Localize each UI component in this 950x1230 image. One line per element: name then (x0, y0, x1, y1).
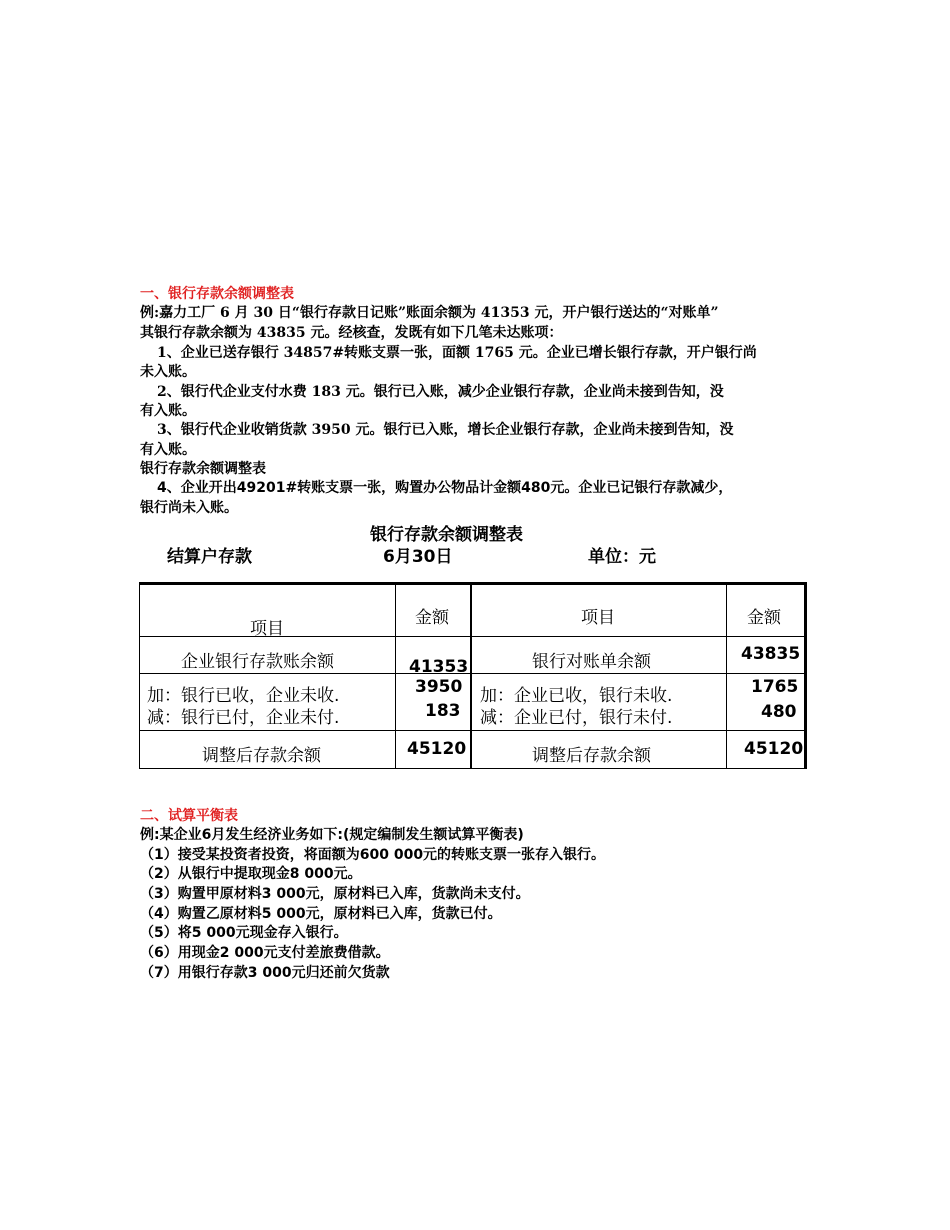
section-2-title: 二、试算平衡表 (140, 808, 238, 824)
right-sub-value: 480 (761, 702, 797, 722)
left-adjusted-value: 45120 (407, 739, 467, 759)
table-account: 结算户存款 (167, 547, 252, 567)
table-divider (140, 636, 804, 637)
section-2-line: （4）购置乙原材料5 000元，原材料已入库，货款已付。 (140, 906, 502, 922)
header-item-left: 项目 (250, 619, 284, 639)
section-2-line: （7）用银行存款3 000元归还前欠货款 (140, 965, 390, 981)
right-add-value: 1765 (751, 677, 799, 697)
right-sub-label: 减：企业已付，银行未付. (480, 708, 673, 728)
left-sub-label: 减：银行已付，企业未付. (147, 708, 340, 728)
section-1-line: 有入账。 (140, 442, 196, 458)
section-2-line: （5）将5 000元现金存入银行。 (140, 925, 348, 941)
left-add-label: 加：银行已收，企业未收. (147, 686, 340, 706)
table-divider (470, 585, 472, 768)
table-divider (395, 585, 396, 768)
right-add-label: 加：企业已收，银行未收. (480, 686, 673, 706)
table-divider (726, 585, 727, 768)
section-2-line: （2）从银行中提取现金8 000元。 (140, 866, 362, 882)
section-1-title: 一、银行存款余额调整表 (140, 286, 294, 302)
left-adjusted-label: 调整后存款余额 (202, 746, 321, 766)
header-amount-left: 金额 (415, 608, 449, 628)
table-divider (140, 673, 804, 674)
left-balance-label: 企业银行存款账余额 (181, 652, 334, 672)
right-adjusted-label: 调整后存款余额 (532, 746, 651, 766)
right-balance-value: 43835 (741, 644, 801, 664)
section-1-line: 银行存款余额调整表 (140, 461, 266, 477)
section-2-line: 例:某企业6月发生经济业务如下:(规定编制发生额试算平衡表) (140, 827, 524, 843)
table-divider (140, 730, 804, 731)
table-title: 银行存款余额调整表 (370, 525, 523, 545)
section-1-line: 例:嘉力工厂 6 月 30 日“银行存款日记账”账面余额为 41353 元，开户银行送达的“对账单” (140, 305, 719, 321)
header-item-right: 项目 (581, 608, 615, 628)
section-1-line: 3、银行代企业收销货款 3950 元。银行已入账，增长企业银行存款，企业尚未接到告知，没 (157, 422, 734, 438)
section-2-line: （1）接受某投资者投资，将面额为600 000元的转账支票一张存入银行。 (140, 847, 606, 863)
section-1-line: 2、银行代企业支付水费 183 元。银行已入账，减少企业银行存款，企业尚未接到告知，没 (157, 384, 724, 400)
table-unit: 单位：元 (588, 547, 656, 567)
section-1-line: 银行尚未入账。 (140, 500, 238, 516)
left-sub-value: 183 (425, 701, 461, 721)
section-2-line: （6）用现金2 000元支付差旅费借款。 (140, 945, 390, 961)
left-add-value: 3950 (415, 677, 463, 697)
section-1-line: 其银行存款余额为 43835 元。经核查，发既有如下几笔未达账项： (140, 325, 563, 341)
section-1-line: 4、企业开出49201#转账支票一张，购置办公物品计金额480元。企业已记银行存款减少， (157, 480, 733, 496)
header-amount-right: 金额 (747, 608, 781, 628)
section-1-line: 有入账。 (140, 403, 196, 419)
left-balance-value: 41353 (409, 657, 469, 677)
table-date: 6月30日 (383, 547, 453, 567)
right-balance-label: 银行对账单余额 (532, 652, 651, 672)
section-2-line: （3）购置甲原材料3 000元，原材料已入库，货款尚未支付。 (140, 886, 530, 902)
reconciliation-table (139, 582, 807, 769)
section-1-line: 1、企业已送存银行 34857#转账支票一张，面额 1765 元。企业已增长银行存款，开户银行尚 (157, 345, 757, 361)
right-adjusted-value: 45120 (744, 739, 804, 759)
section-1-line: 未入账。 (140, 364, 196, 380)
